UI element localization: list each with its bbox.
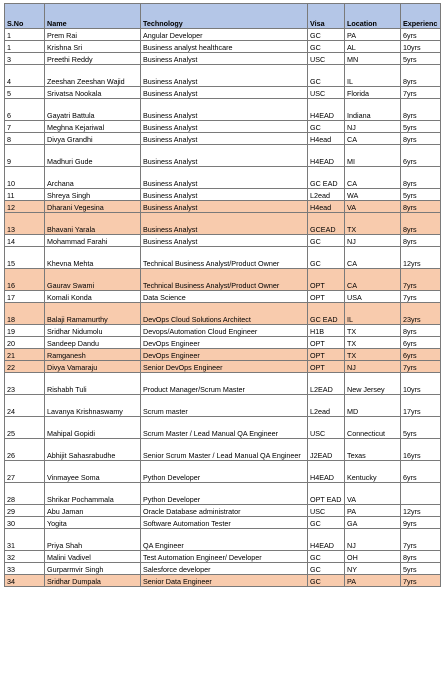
cell-experience[interactable]: 5yrs — [401, 189, 441, 201]
cell-sno[interactable]: 5 — [5, 87, 45, 99]
cell-experience[interactable]: 16yrs — [401, 439, 441, 461]
cell-sno[interactable]: 7 — [5, 121, 45, 133]
cell-name[interactable]: Prem Rai — [45, 29, 141, 41]
cell-sno[interactable]: 30 — [5, 517, 45, 529]
cell-experience[interactable]: 5yrs — [401, 121, 441, 133]
cell-technology[interactable]: Business Analyst — [141, 133, 308, 145]
cell-name[interactable]: Bhavani Yarala — [45, 213, 141, 235]
cell-experience[interactable]: 7yrs — [401, 87, 441, 99]
cell-sno[interactable]: 1 — [5, 29, 45, 41]
cell-location[interactable]: Florida — [345, 87, 401, 99]
cell-name[interactable]: Madhuri Gude — [45, 145, 141, 167]
cell-name[interactable]: Sridhar Dumpala — [45, 575, 141, 587]
table-row — [5, 303, 441, 325]
cell-visa[interactable]: GCEAD — [308, 213, 345, 235]
cell-name[interactable]: Srivatsa Nookala — [45, 87, 141, 99]
table-row — [5, 373, 441, 395]
cell-location[interactable]: WA — [345, 189, 401, 201]
table-row — [5, 325, 441, 337]
cell-name[interactable]: Khevna Mehta — [45, 247, 141, 269]
cell-location[interactable]: Connecticut — [345, 417, 401, 439]
cell-sno[interactable]: 22 — [5, 361, 45, 373]
cell-experience[interactable]: 5yrs — [401, 53, 441, 65]
cell-sno[interactable]: 31 — [5, 529, 45, 551]
cell-location[interactable]: USA — [345, 291, 401, 303]
cell-location[interactable]: TX — [345, 349, 401, 361]
cell-visa[interactable]: GC EAD — [308, 167, 345, 189]
cell-name[interactable]: Gurparmvir Singh — [45, 563, 141, 575]
cell-visa[interactable]: USC — [308, 505, 345, 517]
table-row — [5, 349, 441, 361]
cell-technology[interactable]: QA Engineer — [141, 529, 308, 551]
table-row — [5, 439, 441, 461]
cell-sno[interactable]: 24 — [5, 395, 45, 417]
table-row — [5, 167, 441, 189]
cell-experience[interactable]: 8yrs — [401, 325, 441, 337]
cell-name[interactable]: Krishna Sri — [45, 41, 141, 53]
cell-sno[interactable]: 13 — [5, 213, 45, 235]
cell-technology[interactable]: Business Analyst — [141, 87, 308, 99]
cell-sno[interactable]: 33 — [5, 563, 45, 575]
cell-visa[interactable]: H4EAD — [308, 461, 345, 483]
cell-location[interactable]: PA — [345, 505, 401, 517]
cell-sno[interactable]: 6 — [5, 99, 45, 121]
cell-name[interactable]: Dharani Vegesina — [45, 201, 141, 213]
table-row — [5, 337, 441, 349]
cell-sno[interactable]: 12 — [5, 201, 45, 213]
cell-sno[interactable]: 29 — [5, 505, 45, 517]
cell-name[interactable]: Malini Vadivel — [45, 551, 141, 563]
cell-visa[interactable]: H4EAD — [308, 145, 345, 167]
cell-location[interactable]: NJ — [345, 361, 401, 373]
cell-name[interactable]: Archana — [45, 167, 141, 189]
cell-sno[interactable]: 11 — [5, 189, 45, 201]
cell-sno[interactable]: 20 — [5, 337, 45, 349]
cell-technology[interactable]: Senior DevOps Engineer — [141, 361, 308, 373]
cell-sno[interactable]: 10 — [5, 167, 45, 189]
cell-experience[interactable]: 7yrs — [401, 269, 441, 291]
cell-name[interactable]: Yogita — [45, 517, 141, 529]
cell-location[interactable]: CA — [345, 167, 401, 189]
table-row — [5, 99, 441, 121]
cell-name[interactable]: Mahipal Gopidi — [45, 417, 141, 439]
table-row — [5, 65, 441, 87]
cell-name[interactable]: Komali Konda — [45, 291, 141, 303]
cell-sno[interactable]: 3 — [5, 53, 45, 65]
cell-visa[interactable]: OPT — [308, 337, 345, 349]
cell-sno[interactable]: 27 — [5, 461, 45, 483]
table-row — [5, 361, 441, 373]
cell-technology[interactable]: Business Analyst — [141, 189, 308, 201]
cell-location[interactable]: GA — [345, 517, 401, 529]
cell-visa[interactable]: USC — [308, 53, 345, 65]
cell-technology[interactable]: Business Analyst — [141, 213, 308, 235]
cell-name[interactable]: Mohammad Farahi — [45, 235, 141, 247]
cell-visa[interactable]: GC — [308, 551, 345, 563]
cell-experience[interactable]: 23yrs — [401, 303, 441, 325]
cell-technology[interactable]: Business Analyst — [141, 99, 308, 121]
table-row — [5, 29, 441, 41]
table-row — [5, 145, 441, 167]
cell-name[interactable]: Divya Vamaraju — [45, 361, 141, 373]
cell-visa[interactable]: L2EAD — [308, 373, 345, 395]
table-row — [5, 461, 441, 483]
cell-visa[interactable]: GC — [308, 517, 345, 529]
cell-experience[interactable]: 8yrs — [401, 235, 441, 247]
cell-sno[interactable]: 9 — [5, 145, 45, 167]
cell-experience[interactable]: 5yrs — [401, 563, 441, 575]
cell-technology[interactable]: Python Developer — [141, 483, 308, 505]
cell-technology[interactable]: Test Automation Engineer/ Developer — [141, 551, 308, 563]
cell-technology[interactable]: Senior Data Engineer — [141, 575, 308, 587]
cell-location[interactable]: NY — [345, 563, 401, 575]
table-row — [5, 563, 441, 575]
cell-name[interactable]: Sridhar Nidumolu — [45, 325, 141, 337]
table-body — [5, 29, 441, 587]
cell-experience[interactable]: 7yrs — [401, 529, 441, 551]
table-row — [5, 213, 441, 235]
cell-name[interactable]: Ramganesh — [45, 349, 141, 361]
table-row — [5, 269, 441, 291]
cell-name[interactable]: Rishabh Tuli — [45, 373, 141, 395]
cell-location[interactable]: Kentucky — [345, 461, 401, 483]
cell-experience[interactable]: 10yrs — [401, 41, 441, 53]
cell-technology[interactable]: Salesforce developer — [141, 563, 308, 575]
cell-location[interactable]: MI — [345, 145, 401, 167]
cell-location[interactable]: MN — [345, 53, 401, 65]
cell-sno[interactable]: 8 — [5, 133, 45, 145]
cell-experience[interactable]: 8yrs — [401, 65, 441, 87]
table-row — [5, 551, 441, 563]
cell-visa[interactable]: GC EAD — [308, 303, 345, 325]
cell-experience[interactable]: 7yrs — [401, 291, 441, 303]
cell-experience[interactable]: 6yrs — [401, 145, 441, 167]
cell-sno[interactable]: 18 — [5, 303, 45, 325]
table-row — [5, 87, 441, 99]
cell-visa[interactable]: OPT — [308, 291, 345, 303]
cell-name[interactable]: Abhijit Sahasrabudhe — [45, 439, 141, 461]
cell-technology[interactable]: Business Analyst — [141, 65, 308, 87]
cell-technology[interactable]: Scrum master — [141, 395, 308, 417]
header-visa[interactable]: Visa — [308, 4, 345, 29]
header-experience[interactable]: Experienc — [401, 4, 441, 29]
cell-technology[interactable]: Business Analyst — [141, 145, 308, 167]
cell-visa[interactable]: J2EAD — [308, 439, 345, 461]
cell-name[interactable]: Shreya Singh — [45, 189, 141, 201]
cell-experience[interactable]: 8yrs — [401, 167, 441, 189]
cell-technology[interactable]: Business Analyst — [141, 53, 308, 65]
cell-sno[interactable]: 15 — [5, 247, 45, 269]
cell-name[interactable]: Meghna Kejariwal — [45, 121, 141, 133]
cell-name[interactable]: Vinmayee Soma — [45, 461, 141, 483]
cell-name[interactable]: Gaurav Swami — [45, 269, 141, 291]
cell-experience[interactable]: 6yrs — [401, 337, 441, 349]
table-row — [5, 189, 441, 201]
cell-location[interactable]: IL — [345, 303, 401, 325]
candidates-table — [4, 3, 441, 587]
cell-visa[interactable]: USC — [308, 87, 345, 99]
cell-experience[interactable]: 7yrs — [401, 361, 441, 373]
cell-sno[interactable]: 14 — [5, 235, 45, 247]
cell-technology[interactable]: Technical Business Analyst/Product Owner — [141, 269, 308, 291]
cell-experience[interactable]: 8yrs — [401, 201, 441, 213]
cell-experience[interactable]: 8yrs — [401, 213, 441, 235]
cell-experience[interactable]: 10yrs — [401, 373, 441, 395]
table-row — [5, 517, 441, 529]
cell-visa[interactable]: GC — [308, 247, 345, 269]
cell-name[interactable]: Sandeep Dandu — [45, 337, 141, 349]
cell-location[interactable]: CA — [345, 247, 401, 269]
cell-location[interactable]: AL — [345, 41, 401, 53]
cell-visa[interactable]: GC — [308, 235, 345, 247]
cell-location[interactable]: TX — [345, 213, 401, 235]
cell-visa[interactable]: GC — [308, 29, 345, 41]
cell-location[interactable]: New Jersey — [345, 373, 401, 395]
table-header — [5, 4, 441, 29]
cell-location[interactable]: PA — [345, 575, 401, 587]
cell-technology[interactable]: DevOps Cloud Solutions Architect — [141, 303, 308, 325]
cell-sno[interactable]: 28 — [5, 483, 45, 505]
cell-sno[interactable]: 19 — [5, 325, 45, 337]
table-row — [5, 133, 441, 145]
header-location[interactable]: Location — [345, 4, 401, 29]
cell-experience[interactable]: 8yrs — [401, 551, 441, 563]
cell-technology[interactable]: Software Automation Tester — [141, 517, 308, 529]
cell-name[interactable]: Gayatri Battula — [45, 99, 141, 121]
cell-experience[interactable]: 6yrs — [401, 349, 441, 361]
cell-visa[interactable]: GC — [308, 575, 345, 587]
table-row — [5, 395, 441, 417]
table-row — [5, 41, 441, 53]
cell-technology[interactable]: Angular Developer — [141, 29, 308, 41]
cell-location[interactable]: Texas — [345, 439, 401, 461]
cell-experience[interactable]: 8yrs — [401, 99, 441, 121]
cell-visa[interactable]: GC — [308, 121, 345, 133]
cell-visa[interactable]: H4EAD — [308, 529, 345, 551]
cell-location[interactable]: OH — [345, 551, 401, 563]
cell-technology[interactable]: Technical Business Analyst/Product Owner — [141, 247, 308, 269]
cell-technology[interactable]: Oracle Database administrator — [141, 505, 308, 517]
cell-experience[interactable]: 7yrs — [401, 575, 441, 587]
cell-location[interactable]: VA — [345, 483, 401, 505]
cell-visa[interactable]: GC — [308, 41, 345, 53]
cell-sno[interactable]: 16 — [5, 269, 45, 291]
cell-visa[interactable]: H4ead — [308, 201, 345, 213]
table-row — [5, 529, 441, 551]
cell-location[interactable]: PA — [345, 29, 401, 41]
cell-sno[interactable]: 23 — [5, 373, 45, 395]
table-row — [5, 505, 441, 517]
cell-experience[interactable]: 6yrs — [401, 461, 441, 483]
table-row — [5, 291, 441, 303]
cell-technology[interactable]: DevOps Engineer — [141, 349, 308, 361]
cell-visa[interactable]: OPT — [308, 361, 345, 373]
cell-visa[interactable]: OPT — [308, 269, 345, 291]
cell-technology[interactable]: Data Science — [141, 291, 308, 303]
cell-location[interactable]: CA — [345, 133, 401, 145]
cell-name[interactable]: Lavanya Krishnaswamy — [45, 395, 141, 417]
table-row — [5, 247, 441, 269]
cell-location[interactable]: Indiana — [345, 99, 401, 121]
cell-technology[interactable]: Python Developer — [141, 461, 308, 483]
cell-experience[interactable]: 17yrs — [401, 395, 441, 417]
cell-name[interactable]: Preethi Reddy — [45, 53, 141, 65]
cell-sno[interactable]: 25 — [5, 417, 45, 439]
cell-name[interactable]: Abu Jaman — [45, 505, 141, 517]
cell-technology[interactable]: Scrum Master / Lead Manual QA Engineer — [141, 417, 308, 439]
cell-sno[interactable]: 34 — [5, 575, 45, 587]
cell-location[interactable]: NJ — [345, 235, 401, 247]
cell-visa[interactable]: L2ead — [308, 189, 345, 201]
cell-location[interactable]: TX — [345, 337, 401, 349]
cell-visa[interactable]: USC — [308, 417, 345, 439]
cell-technology[interactable]: Business Analyst — [141, 201, 308, 213]
cell-visa[interactable]: GC — [308, 563, 345, 575]
cell-visa[interactable]: GC — [308, 65, 345, 87]
cell-name[interactable]: Balaji Ramamurthy — [45, 303, 141, 325]
header-name[interactable]: Name — [45, 4, 141, 29]
cell-location[interactable]: VA — [345, 201, 401, 213]
cell-sno[interactable]: 17 — [5, 291, 45, 303]
cell-location[interactable]: IL — [345, 65, 401, 87]
cell-experience[interactable]: 6yrs — [401, 29, 441, 41]
header-row — [5, 4, 441, 29]
table-row — [5, 201, 441, 213]
cell-sno[interactable]: 21 — [5, 349, 45, 361]
cell-name[interactable]: Zeeshan Zeeshan Wajid — [45, 65, 141, 87]
cell-technology[interactable]: Business analyst healthcare — [141, 41, 308, 53]
table-row — [5, 575, 441, 587]
cell-location[interactable]: NJ — [345, 121, 401, 133]
cell-experience[interactable]: 12yrs — [401, 505, 441, 517]
header-sno[interactable]: S.No — [5, 4, 45, 29]
cell-sno[interactable]: 32 — [5, 551, 45, 563]
header-technology[interactable]: Technology — [141, 4, 308, 29]
cell-visa[interactable]: OPT — [308, 349, 345, 361]
cell-sno[interactable]: 1 — [5, 41, 45, 53]
cell-visa[interactable]: H4ead — [308, 133, 345, 145]
cell-technology[interactable]: Business Analyst — [141, 235, 308, 247]
cell-experience[interactable] — [401, 483, 441, 505]
cell-sno[interactable]: 4 — [5, 65, 45, 87]
table-row — [5, 53, 441, 65]
cell-name[interactable]: Priya Shah — [45, 529, 141, 551]
cell-technology[interactable]: Product Manager/Scrum Master — [141, 373, 308, 395]
cell-visa[interactable]: H1B — [308, 325, 345, 337]
cell-name[interactable]: Divya Grandhi — [45, 133, 141, 145]
cell-technology[interactable]: Business Analyst — [141, 121, 308, 133]
cell-technology[interactable]: Devops/Automation Cloud Engineer — [141, 325, 308, 337]
cell-location[interactable]: CA — [345, 269, 401, 291]
cell-experience[interactable]: 8yrs — [401, 133, 441, 145]
cell-experience[interactable]: 9yrs — [401, 517, 441, 529]
cell-location[interactable]: MD — [345, 395, 401, 417]
cell-location[interactable]: TX — [345, 325, 401, 337]
cell-technology[interactable]: Business Analyst — [141, 167, 308, 189]
table-row — [5, 417, 441, 439]
cell-name[interactable]: Shrikar Pochammala — [45, 483, 141, 505]
cell-experience[interactable]: 12yrs — [401, 247, 441, 269]
cell-sno[interactable]: 26 — [5, 439, 45, 461]
cell-technology[interactable]: DevOps Engineer — [141, 337, 308, 349]
cell-location[interactable]: NJ — [345, 529, 401, 551]
cell-visa[interactable]: H4EAD — [308, 99, 345, 121]
table-row — [5, 483, 441, 505]
cell-visa[interactable]: OPT EAD — [308, 483, 345, 505]
cell-experience[interactable]: 5yrs — [401, 417, 441, 439]
table-row — [5, 121, 441, 133]
cell-visa[interactable]: L2ead — [308, 395, 345, 417]
table-row — [5, 235, 441, 247]
cell-technology[interactable]: Senior Scrum Master / Lead Manual QA Engineer — [141, 439, 308, 461]
